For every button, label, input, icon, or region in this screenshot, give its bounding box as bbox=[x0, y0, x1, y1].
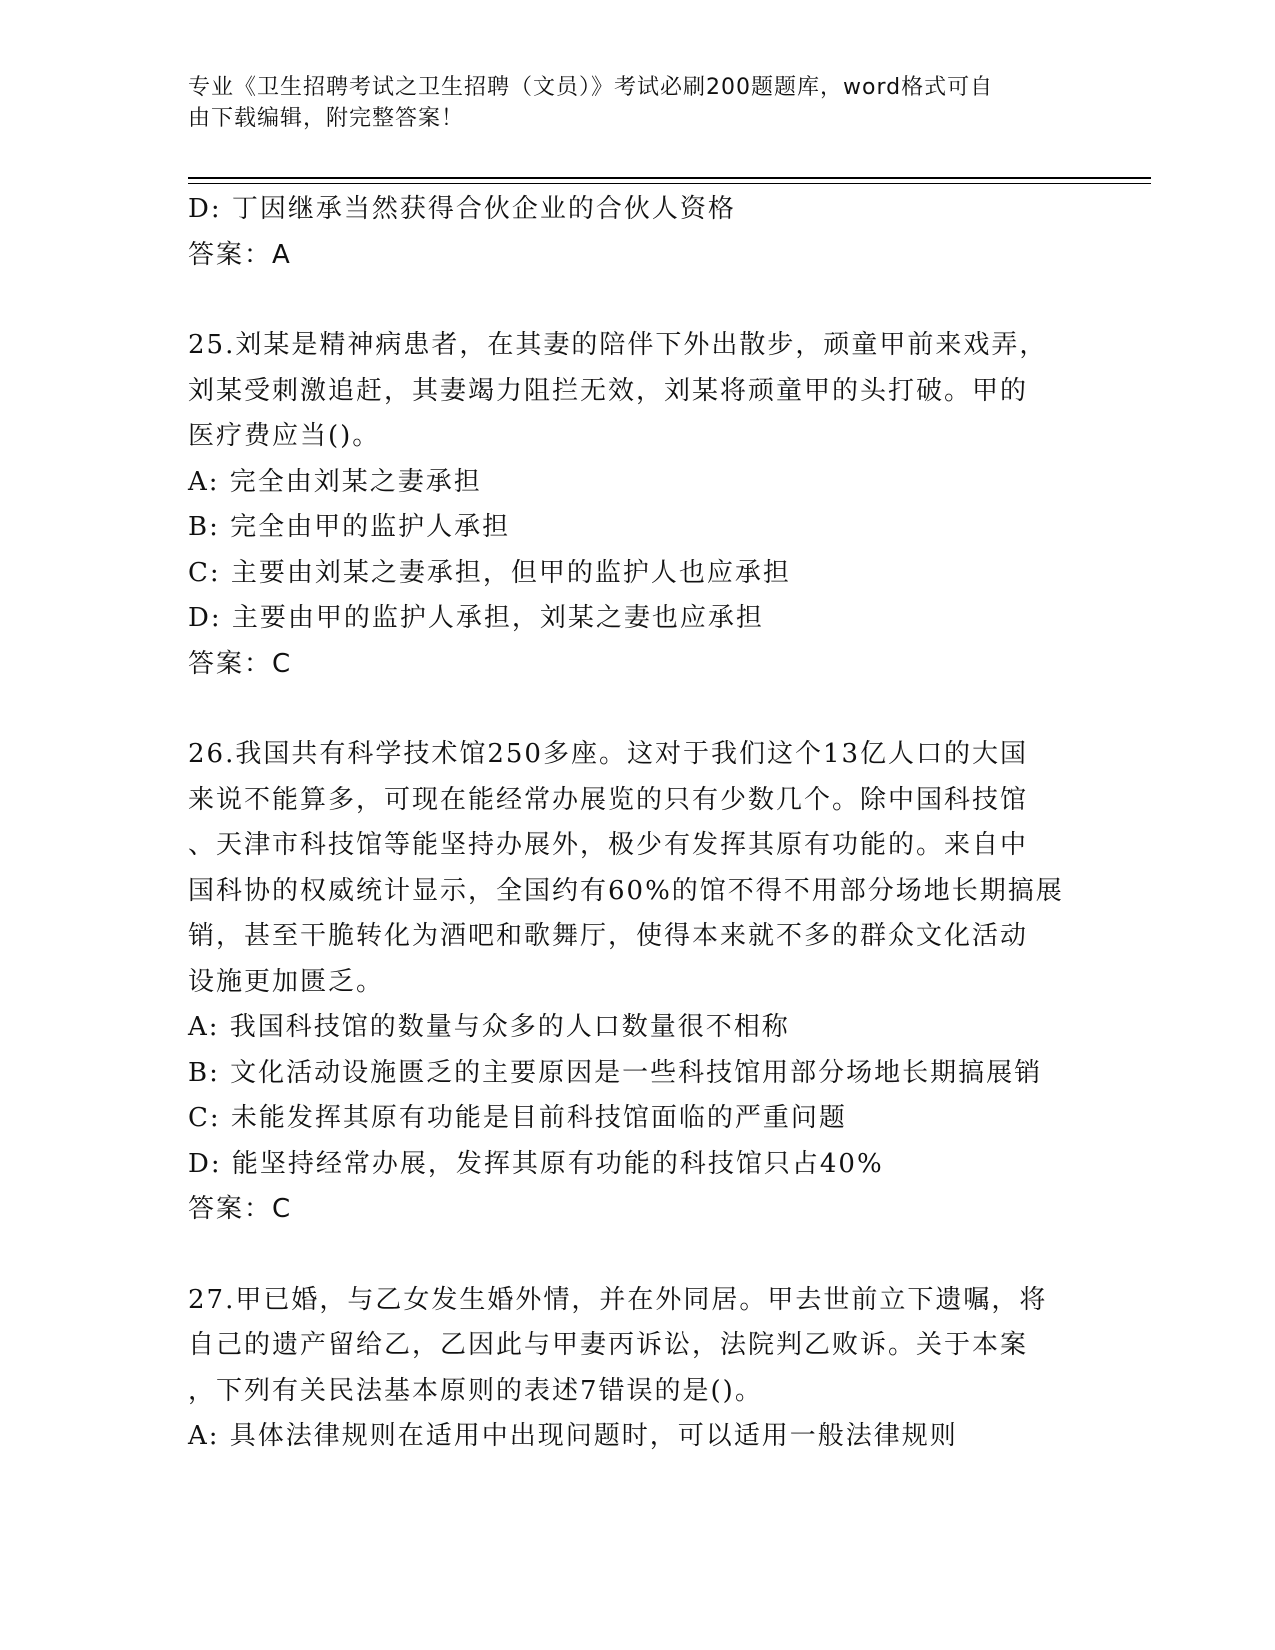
answer: 答案：A bbox=[188, 239, 292, 270]
option-b: B: 文化活动设施匮乏的主要原因是一些科技馆用部分场地长期搞展销 bbox=[188, 1057, 1043, 1088]
option-d: D: 主要由甲的监护人承担，刘某之妻也应承担 bbox=[188, 603, 764, 633]
question-stem-line: 27.甲已婚，与乙女发生婚外情，并在外同居。甲去世前立下遗嘱，将 bbox=[188, 1284, 1048, 1315]
option-a: A: 具体法律规则在适用中出现问题时，可以适用一般法律规则 bbox=[188, 1421, 958, 1451]
question-stem-line: 、天津市科技馆等能坚持办展外，极少有发挥其原有功能的。来自中 bbox=[188, 830, 1029, 860]
question-stem-line: 医疗费应当()。 bbox=[188, 421, 381, 451]
question-25 bbox=[188, 323, 1088, 687]
question-stem-line: 25.刘某是精神病患者，在其妻的陪伴下外出散步，顽童甲前来戏弄， bbox=[188, 330, 1048, 360]
question-stem-line: 自己的遗产留给乙，乙因此与甲妻丙诉讼，法院判乙败诉。关于本案 bbox=[188, 1330, 1029, 1360]
option-d: D: 能坚持经常办展，发挥其原有功能的科技馆只占40% bbox=[188, 1148, 884, 1179]
question-stem-line: 设施更加匮乏。 bbox=[188, 966, 385, 997]
option-c: C: 未能发挥其原有功能是目前科技馆面临的严重问题 bbox=[188, 1103, 847, 1133]
question-stem-line: 26.我国共有科学技术馆250多座。这对于我们这个13亿人口的大国 bbox=[188, 739, 1029, 769]
header-line-2: 由下载编辑，附完整答案！ bbox=[188, 106, 465, 131]
question-stem-line: 销，甚至干脆转化为酒吧和歌舞厅，使得本来就不多的群众文化活动 bbox=[188, 921, 1029, 951]
header-line-1: 专业《卫生招聘考试之卫生招聘（文员）》考试必刷200题题库，word格式可自 bbox=[188, 75, 994, 100]
question-27 bbox=[188, 1278, 1088, 1460]
header-rule-thick bbox=[188, 177, 1151, 179]
answer: 答案：C bbox=[188, 1194, 293, 1224]
header-rule-thin bbox=[188, 183, 1151, 184]
answer: 答案：C bbox=[188, 648, 293, 679]
option-b: B: 完全由甲的监护人承担 bbox=[188, 512, 511, 542]
page-header bbox=[188, 72, 1088, 134]
option-d: D: 丁因继承当然获得合伙企业的合伙人资格 bbox=[188, 194, 736, 224]
document-body bbox=[188, 187, 1088, 1460]
spacer bbox=[188, 1233, 1088, 1278]
question-stem-line: 刘某受刺激追赶，其妻竭力阻拦无效，刘某将顽童甲的头打破。甲的 bbox=[188, 375, 1029, 406]
question-26 bbox=[188, 732, 1088, 1233]
question-stem-line: 国科协的权威统计显示，全国约有60%的馆不得不用部分场地长期搞展 bbox=[188, 875, 1064, 906]
option-a: A: 完全由刘某之妻承担 bbox=[188, 466, 482, 497]
option-c: C: 主要由刘某之妻承担，但甲的监护人也应承担 bbox=[188, 557, 791, 588]
option-a: A: 我国科技馆的数量与众多的人口数量很不相称 bbox=[188, 1012, 790, 1042]
question-stem-line: ，下列有关民法基本原则的表述7错误的是()。 bbox=[188, 1375, 763, 1406]
spacer bbox=[188, 278, 1088, 323]
spacer bbox=[188, 687, 1088, 732]
question-stem-line: 来说不能算多，可现在能经常办展览的只有少数几个。除中国科技馆 bbox=[188, 784, 1029, 815]
